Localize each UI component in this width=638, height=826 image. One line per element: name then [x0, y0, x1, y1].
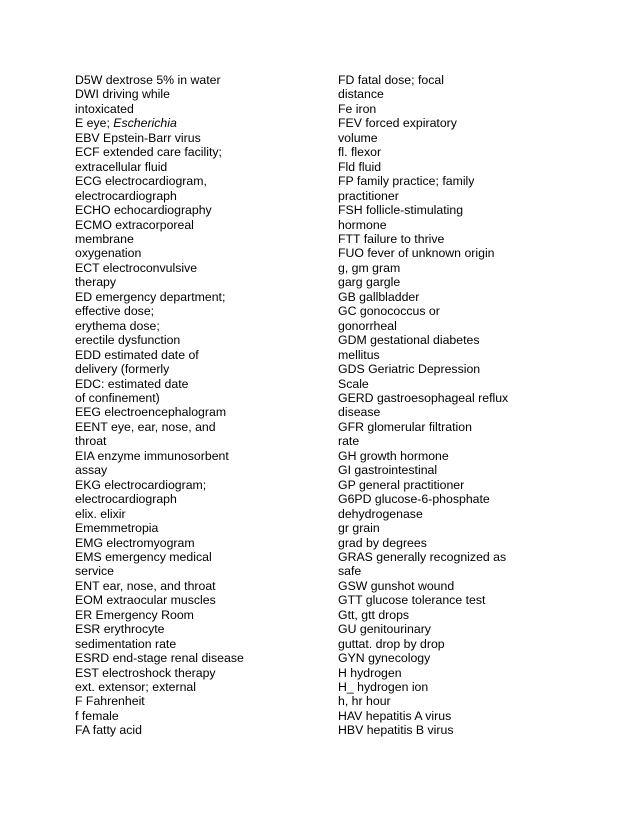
list-line: GFR glomerular filtration — [338, 419, 472, 434]
list-line: Fld fluid — [338, 159, 382, 174]
list-line: GERD gastroesophageal reflux — [338, 390, 509, 405]
list-line: guttat. drop by drop — [338, 636, 445, 651]
list-line: ext. extensor; external — [75, 680, 196, 695]
list-line: garg gargle — [338, 275, 401, 290]
list-line: intoxicated — [75, 101, 134, 116]
list-line: g, gm gram — [338, 260, 401, 275]
list-line: GI gastrointestinal — [338, 463, 438, 478]
list-line: HBV hepatitis B virus — [338, 723, 454, 738]
list-line: volume — [338, 130, 378, 145]
list-line: EBV Epstein-Barr virus — [75, 130, 201, 145]
list-line: GB gallbladder — [338, 289, 420, 304]
abbreviation-list-left — [75, 73, 305, 738]
list-line: hormone — [338, 217, 387, 232]
list-line: FD fatal dose; focal — [338, 73, 444, 87]
list-line: FTT failure to thrive — [338, 231, 445, 246]
list-line: electrocardiograph — [75, 492, 177, 507]
list-line: f female — [75, 708, 119, 723]
list-line: HAV hepatitis A virus — [338, 708, 452, 723]
list-line: ECG electrocardiogram, — [75, 174, 207, 189]
list-line: FA fatty acid — [75, 723, 142, 738]
list-line: FUO fever of unknown origin — [338, 246, 495, 261]
list-line: G6PD glucose-6-phosphate — [338, 492, 490, 507]
list-line: erythema dose; — [75, 318, 160, 333]
list-line: GH growth hormone — [338, 448, 449, 463]
list-line: practitioner — [338, 188, 399, 203]
list-line: ECT electroconvulsive — [75, 260, 198, 275]
list-line: GDS Geriatric Depression — [338, 362, 481, 377]
list-line: Gtt, gtt drops — [338, 607, 410, 622]
list-line: EMG electromyogram — [75, 535, 195, 550]
list-line: ER Emergency Room — [75, 607, 194, 622]
list-line: dehydrogenase — [338, 506, 423, 521]
list-line: rate — [338, 434, 360, 449]
list-line: sedimentation rate — [75, 636, 177, 651]
list-line-text: E eye; — [75, 116, 114, 131]
list-line: DWI driving while — [75, 87, 170, 102]
list-line: throat — [75, 434, 107, 449]
list-line: distance — [338, 87, 384, 102]
list-line: FSH follicle-stimulating — [338, 203, 464, 218]
list-line: GC gonococcus or — [338, 304, 440, 319]
list-line: oxygenation — [75, 246, 142, 261]
list-line: H_ hydrogen ion — [338, 680, 429, 695]
list-line: EDC: estimated date — [75, 376, 189, 391]
list-line: service — [75, 564, 114, 579]
list-line: erectile dysfunction — [75, 333, 181, 348]
list-line: ECF extended care facility; — [75, 145, 222, 160]
list-line: ESR erythrocyte — [75, 622, 165, 637]
list-line: H hydrogen — [338, 665, 402, 680]
list-line: ECMO extracorporeal — [75, 217, 194, 232]
list-line: extracellular fluid — [75, 159, 168, 174]
list-line: GDM gestational diabetes — [338, 333, 480, 348]
list-line: delivery (formerly — [75, 362, 170, 377]
list-line: GU genitourinary — [338, 622, 431, 637]
list-line: Fe iron — [338, 101, 377, 116]
list-line: EENT eye, ear, nose, and — [75, 419, 216, 434]
list-line: electrocardiograph — [75, 188, 177, 203]
list-line: EDD estimated date of — [75, 347, 199, 362]
list-line: EMS emergency medical — [75, 549, 212, 564]
list-line: GTT glucose tolerance test — [338, 593, 486, 608]
list-line: ECHO echocardiography — [75, 203, 212, 218]
italic-term: Escherichia — [113, 116, 177, 131]
list-line: assay — [75, 463, 108, 478]
list-line: GSW gunshot wound — [338, 578, 455, 593]
list-line: mellitus — [338, 347, 380, 362]
list-line: EEG electroencephalogram — [75, 405, 227, 420]
list-line: Scale — [338, 376, 369, 391]
list-line: GP general practitioner — [338, 477, 465, 492]
list-line: GRAS generally recognized as — [338, 549, 507, 564]
list-line: Ememmetropia — [75, 521, 159, 536]
list-line: EST electroshock therapy — [75, 665, 216, 680]
list-line: elix. elixir — [75, 506, 126, 521]
list-line: effective dose; — [75, 304, 155, 319]
list-line: membrane — [75, 231, 134, 246]
list-line: of confinement) — [75, 390, 160, 405]
list-line: ED emergency department; — [75, 289, 226, 304]
list-line: FP family practice; family — [338, 174, 475, 189]
list-line: fl. flexor — [338, 145, 382, 160]
list-line: D5W dextrose 5% in water — [75, 73, 221, 87]
abbreviation-list-right — [338, 73, 578, 738]
list-line: h, hr hour — [338, 694, 391, 709]
list-line: grad by degrees — [338, 535, 427, 550]
list-line: gonorrheal — [338, 318, 397, 333]
list-line: EOM extraocular muscles — [75, 593, 216, 608]
list-line — [75, 116, 305, 130]
list-line: F Fahrenheit — [75, 694, 145, 709]
list-line: EKG electrocardiogram; — [75, 477, 207, 492]
list-line: gr grain — [338, 521, 380, 536]
list-line: EIA enzyme immunosorbent — [75, 448, 229, 463]
list-line: GYN gynecology — [338, 651, 431, 666]
list-line: therapy — [75, 275, 117, 290]
list-line: ESRD end-stage renal disease — [75, 651, 244, 666]
list-line: safe — [338, 564, 362, 579]
list-line: FEV forced expiratory — [338, 116, 457, 131]
list-line: ENT ear, nose, and throat — [75, 578, 216, 593]
list-line: disease — [338, 405, 381, 420]
